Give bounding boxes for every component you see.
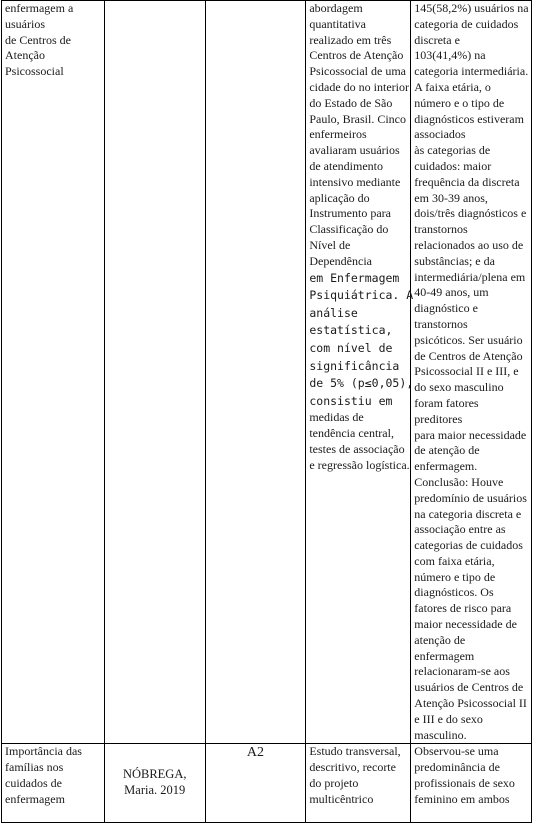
cell-title: [2, 744, 105, 823]
text-line: atenção de: [414, 632, 466, 647]
text-line: significância: [309, 358, 400, 373]
text-line: em 30-39 anos,: [414, 190, 488, 205]
results-text: [414, 1, 528, 743]
text-line: enfermagem.: [414, 459, 478, 474]
text-line: consistiu em: [309, 393, 393, 408]
text-line: Observou-se uma: [414, 744, 499, 759]
text-line: do Estado de São: [309, 95, 393, 110]
text-line: Psicossocial: [5, 64, 64, 79]
text-line: preditores: [414, 411, 463, 426]
text-line: intensivo mediante: [309, 174, 401, 189]
text-line: do projeto: [309, 776, 359, 791]
text-line: e regressão logística.: [309, 457, 410, 472]
text-line: às categorias de: [414, 143, 491, 158]
text-line: com faixa etária,: [414, 553, 495, 568]
text-line: estatística,: [309, 323, 393, 338]
text-line: Maria. 2019: [124, 783, 186, 798]
text-line: de Centros de: [5, 32, 71, 47]
text-line: A faixa etária, o: [414, 79, 491, 94]
text-line: quantitativa: [309, 16, 366, 31]
text-line: aplicação do: [309, 190, 370, 205]
text-line: tendência central,: [309, 426, 394, 441]
text-line: relacionados ao uso de: [414, 237, 524, 252]
text-line: predominância de: [414, 760, 500, 775]
text-line: de atenção de: [414, 443, 480, 458]
method-text: [309, 1, 407, 270]
text-line: intermediária/plena em: [414, 269, 526, 284]
text-line: transtornos: [414, 316, 468, 331]
text-line: número e o tipo de: [414, 95, 505, 110]
text-line: 145(58,2%) usuários na: [414, 1, 529, 15]
text-line: categorias de cuidados: [414, 538, 523, 553]
text-line: Centros de Atenção: [309, 48, 404, 63]
cell-method: [306, 744, 411, 823]
text-line: enfermagem a: [5, 1, 74, 15]
text-line: Psicossocial de uma: [309, 64, 406, 79]
cell-author: [104, 1, 205, 744]
text-line: descritivo, recorte: [309, 760, 396, 775]
text-line: usuários de Centros de: [414, 680, 524, 695]
text-line: para maior necessidade: [414, 427, 527, 442]
text-line: Psicossocial II e III, e: [414, 364, 519, 379]
cell-title-text: [5, 744, 101, 807]
cell-author: [104, 744, 205, 823]
text-line: NÓBREGA,: [122, 767, 187, 782]
text-line: discreta e: [414, 32, 460, 47]
table-row: [2, 1, 532, 744]
text-line: usuários: [5, 16, 45, 31]
text-line: diagnósticos estiveram: [414, 111, 524, 126]
text-line: com nível de: [309, 340, 393, 355]
text-line: medidas de: [309, 410, 364, 425]
text-line: Psiquiátrica. A: [309, 288, 414, 303]
text-line: Conclusão: Houve: [414, 474, 504, 489]
method-text: [309, 744, 407, 807]
method-text-mono: [309, 270, 414, 411]
text-line: associados: [414, 127, 466, 142]
text-line: análise: [309, 305, 358, 320]
text-line: transtornos: [414, 222, 468, 237]
text-line: categoria de cuidados: [414, 16, 519, 31]
text-line: número e tipo de: [414, 569, 496, 584]
text-line: relacionaram-se aos: [414, 664, 510, 679]
text-line: de Centros de Atenção: [414, 348, 523, 363]
text-line: Importância das: [5, 744, 82, 759]
text-line: dois/três diagnósticos e: [414, 206, 527, 221]
method-text-tail: [309, 410, 410, 473]
text-line: cidade do no interior: [309, 79, 409, 94]
text-line: enfermagem: [414, 648, 475, 663]
cell-method: [306, 1, 414, 744]
text-line: testes de associação: [309, 441, 405, 456]
text-line: cuidados de: [5, 776, 62, 791]
text-line: psicóticos. Ser usuário: [414, 332, 523, 347]
text-line: e III e do sexo: [414, 711, 483, 726]
cell-code: [205, 1, 306, 744]
text-line: diagnósticos. Os: [414, 585, 494, 600]
text-line: famílias nos: [5, 760, 64, 775]
cell-results: [411, 744, 532, 823]
text-line: frequência da discreta: [414, 174, 520, 189]
text-line: na categoria discreta e: [414, 506, 522, 521]
text-line: 103(41,4%) na: [414, 48, 486, 63]
text-line: de atendimento: [309, 158, 383, 173]
text-line: realizado em três: [309, 32, 392, 47]
text-line: diagnóstico e: [414, 301, 478, 316]
text-line: categoria intermediária.: [414, 64, 529, 79]
text-line: Nível de: [309, 237, 351, 252]
cell-code: [205, 744, 306, 823]
text-line: avaliaram usuários: [309, 143, 400, 158]
text-line: de 5% (p≤0,05),: [309, 376, 414, 391]
cell-title-text: [5, 1, 101, 80]
text-line: 40-49 anos, um: [414, 285, 489, 300]
text-line: Estudo transversal,: [309, 744, 401, 759]
text-line: em Enfermagem: [309, 270, 400, 285]
cell-results: [411, 1, 532, 744]
text-line: Atenção Psicossocial II: [414, 696, 527, 711]
text-line: Classificação do: [309, 222, 389, 237]
text-line: enfermeiros: [309, 127, 367, 142]
text-line: do sexo masculino: [414, 380, 504, 395]
text-line: Atenção: [5, 48, 45, 63]
text-line: foram fatores: [414, 395, 479, 410]
text-line: Dependência: [309, 253, 372, 268]
text-line: masculino.: [414, 727, 467, 742]
author-text: [108, 766, 202, 798]
table-row: [2, 744, 532, 823]
text-line: multicêntrico: [309, 791, 374, 806]
results-text: [414, 744, 528, 807]
text-line: associação entre as: [414, 522, 506, 537]
text-line: substâncias; e da: [414, 253, 495, 268]
text-line: predomínio de usuários: [414, 490, 527, 505]
text-line: Instrumento para: [309, 206, 391, 221]
text-line: profissionais de sexo: [414, 776, 515, 791]
text-line: abordagem: [309, 1, 363, 15]
text-line: fatores de risco para: [414, 601, 512, 616]
cell-title: [2, 1, 105, 744]
study-code: A2: [246, 745, 265, 761]
text-line: Paulo, Brasil. Cinco: [309, 111, 407, 126]
text-line: enfermagem: [5, 791, 65, 806]
studies-table: [1, 0, 532, 823]
text-line: feminino em ambos: [414, 791, 510, 806]
text-line: cuidados: maior: [414, 158, 492, 173]
text-line: maior necessidade de: [414, 617, 517, 632]
